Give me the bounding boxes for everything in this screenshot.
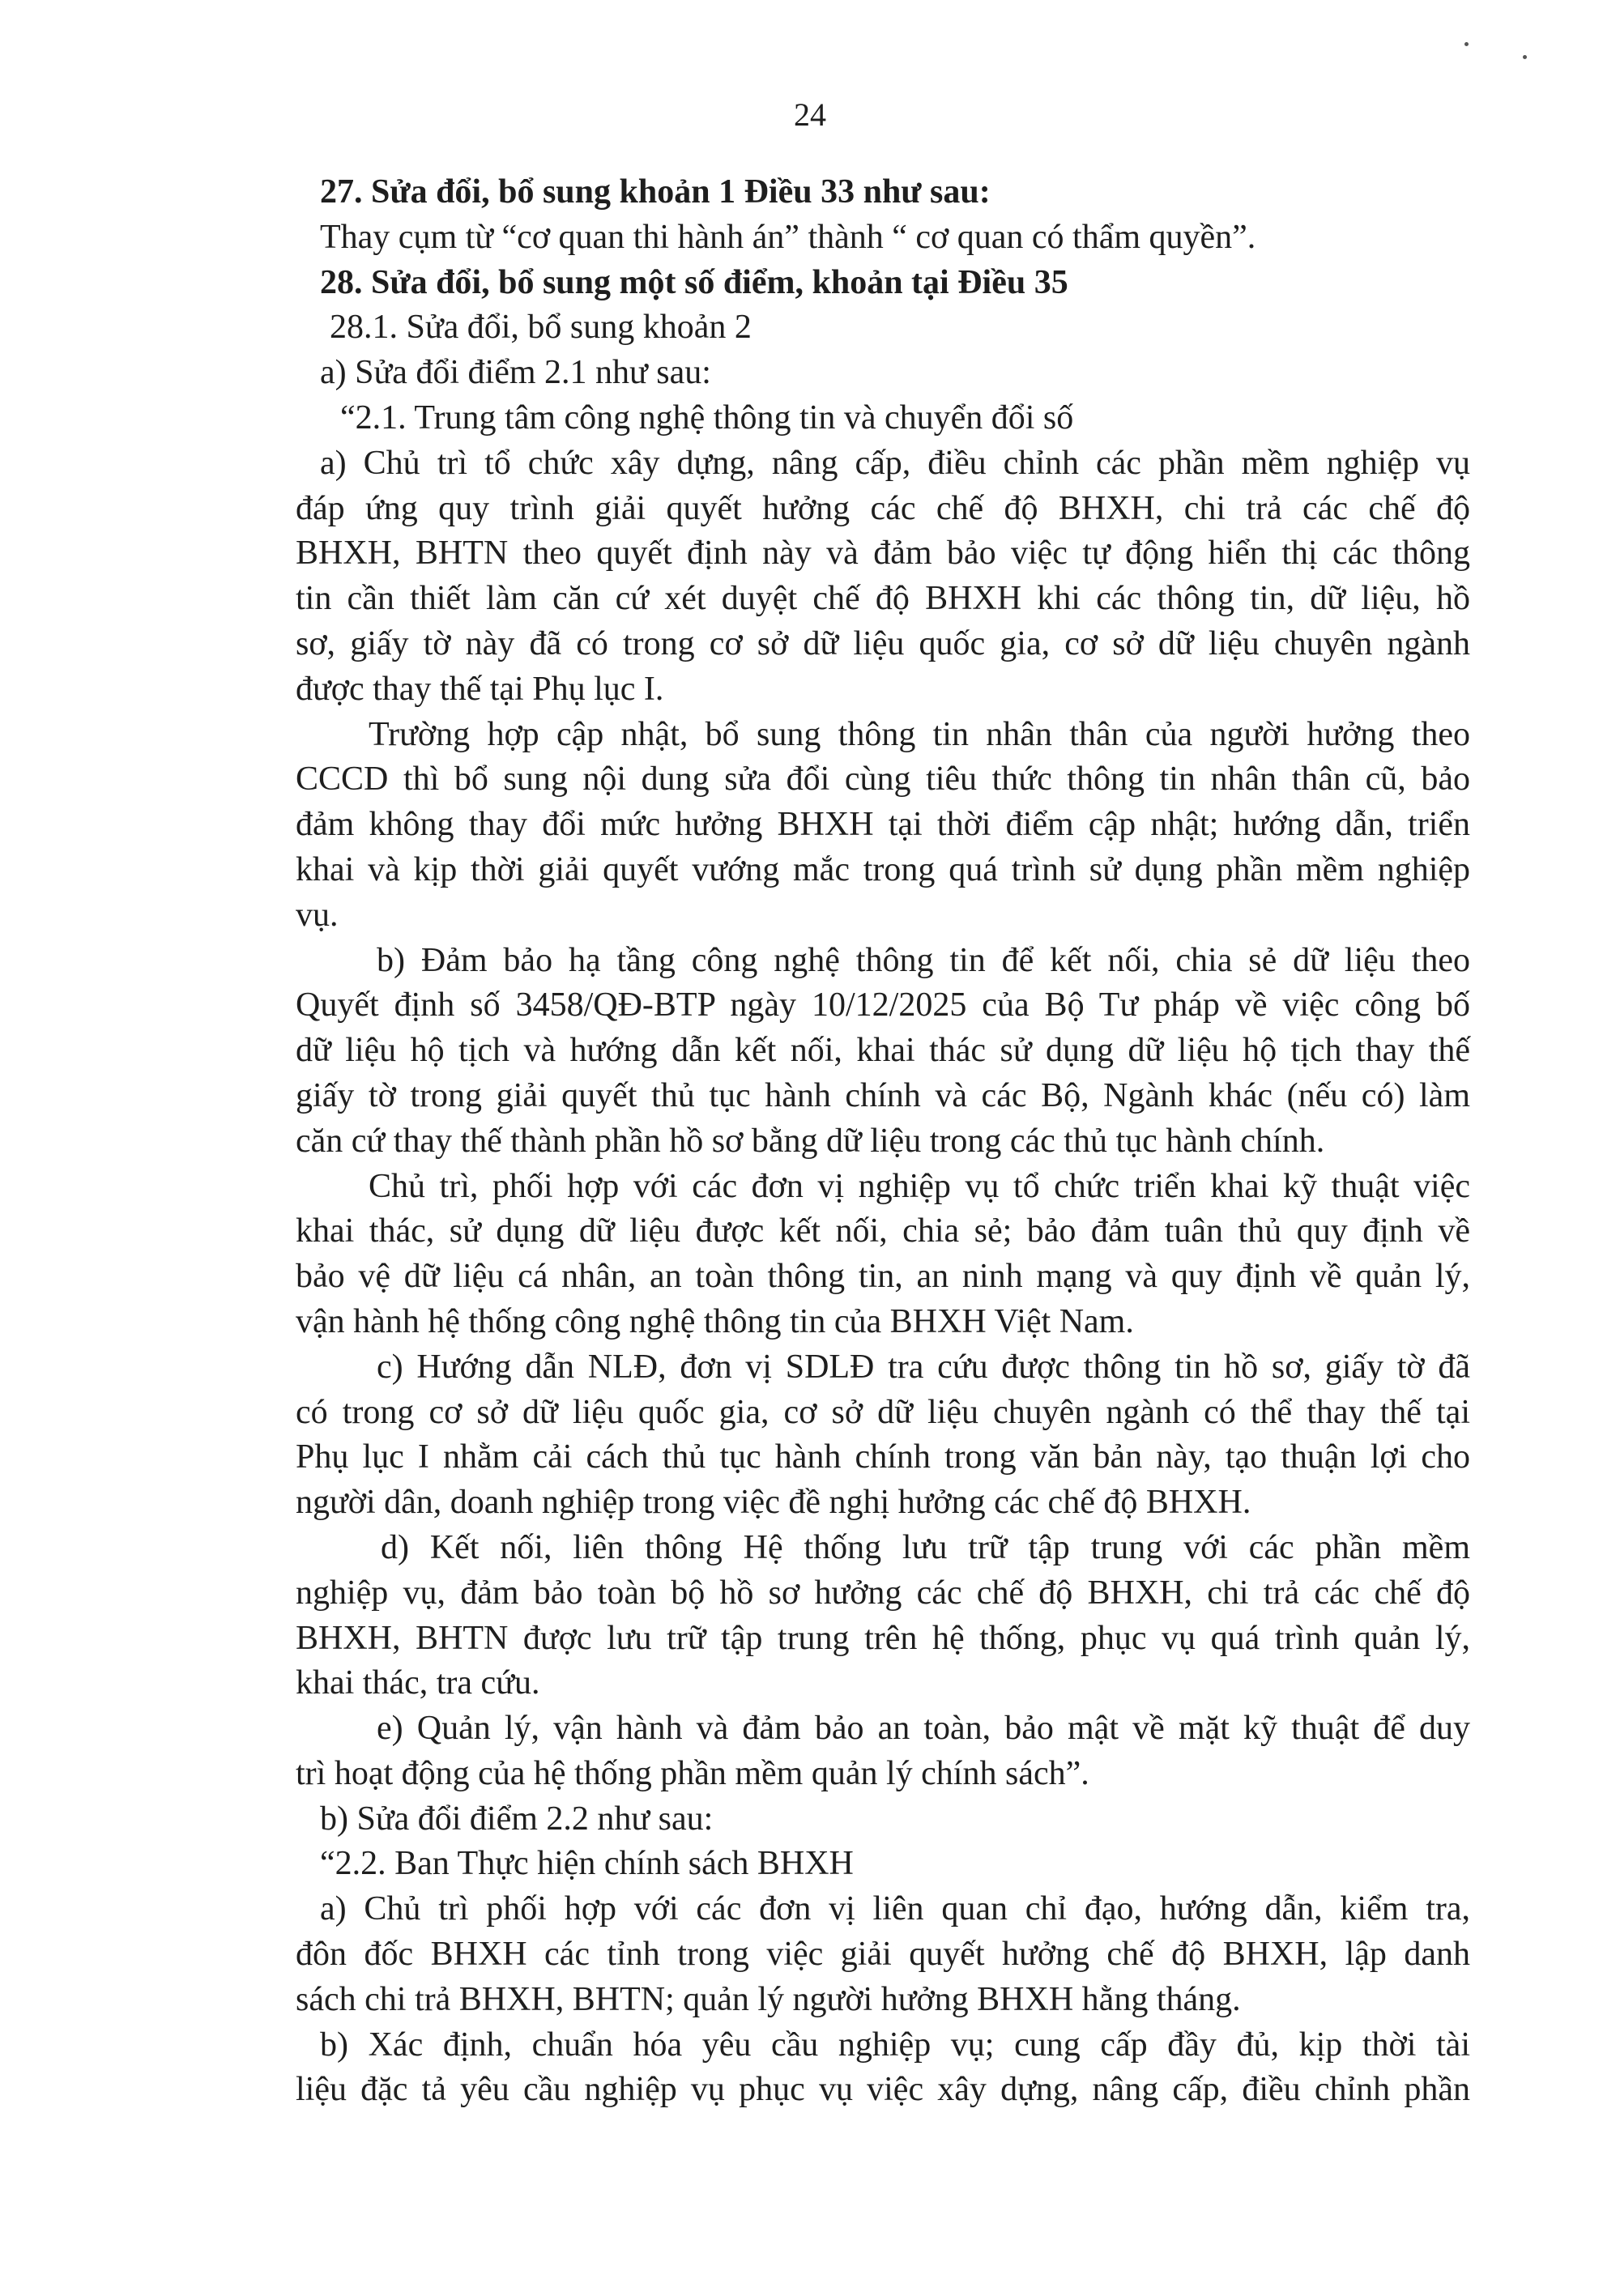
- text-line: Trường hợp cập nhật, bổ sung thông tin nhân thân của người hưởng theo: [369, 715, 1470, 753]
- point-a-intro: a) Sửa đổi điểm 2.1 như sau:: [320, 354, 711, 392]
- scan-speck: [1464, 42, 1469, 46]
- text-line: đáp ứng quy trình giải quyết hưởng các chế độ BHXH, chi trả các chế độ: [296, 489, 1470, 527]
- text-line: d) Kết nối, liên thông Hệ thống lưu trữ tập trung với các phần mềm: [381, 1528, 1470, 1566]
- heading-item-28: 28. Sửa đổi, bổ sung một số điểm, khoản tại Điều 35: [320, 263, 1068, 301]
- text-line: đảm không thay đổi mức hưởng BHXH tại thời điểm cập nhật; hướng dẫn, triển: [296, 806, 1470, 844]
- text-line: được thay thế tại Phụ lục I.: [296, 670, 664, 708]
- page-number: 24: [794, 96, 826, 133]
- text-line: khai và kịp thời giải quyết vướng mắc trong quá trình sử dụng phần mềm nghiệp: [296, 850, 1470, 888]
- text-line: khai thác, tra cứu.: [296, 1664, 540, 1702]
- text-line: bảo vệ dữ liệu cá nhân, an toàn thông tin, an ninh mạng và quy định về quản lý,: [296, 1258, 1470, 1296]
- paragraph-2-1-b: [296, 939, 1470, 1165]
- text-line: nghiệp vụ, đảm bảo toàn bộ hồ sơ hưởng các chế độ BHXH, chi trả các chế độ: [296, 1574, 1470, 1612]
- text-line: người dân, doanh nghiệp trong việc đề nghị hưởng các chế độ BHXH.: [296, 1484, 1251, 1522]
- paragraph-2-1-a: [296, 441, 1470, 713]
- paragraph-chu-tri: [296, 1165, 1470, 1345]
- section-2-2-title: “2.2. Ban Thực hiện chính sách BHXH: [320, 1845, 854, 1883]
- text-line: trì hoạt động của hệ thống phần mềm quản lý chính sách”.: [296, 1754, 1089, 1792]
- text-line: liệu đặc tả yêu cầu nghiệp vụ phục vụ việc xây dựng, nâng cấp, điều chỉnh phần: [296, 2071, 1470, 2109]
- text-line: CCCD thì bổ sung nội dung sửa đổi cùng tiêu thức thông tin nhân thân cũ, bảo: [296, 760, 1470, 799]
- text-line: BHXH, BHTN theo quyết định này và đảm bảo việc tự động hiển thị các thông: [296, 535, 1470, 573]
- text-line: b) Đảm bảo hạ tầng công nghệ thông tin để kết nối, chia sẻ dữ liệu theo: [377, 941, 1470, 979]
- text-line: a) Chủ trì tổ chức xây dựng, nâng cấp, điều chỉnh các phần mềm nghiệp vụ: [320, 444, 1470, 482]
- text-line: tin cần thiết làm căn cứ xét duyệt chế độ BHXH khi các thông tin, dữ liệu, hồ: [296, 580, 1470, 618]
- text-line: vận hành hệ thống công nghệ thông tin của BHXH Việt Nam.: [296, 1302, 1134, 1340]
- text-line: vụ.: [296, 896, 339, 934]
- text-line: sách chi trả BHXH, BHTN; quản lý người hưởng BHXH hằng tháng.: [296, 1980, 1241, 2018]
- heading-item-27: 27. Sửa đổi, bổ sung khoản 1 Điều 33 như sau:: [320, 173, 991, 211]
- text-line: Quyết định số 3458/QĐ-BTP ngày 10/12/2025 của Bộ Tư pháp về việc công bố: [296, 986, 1470, 1024]
- text-line: sơ, giấy tờ này đã có trong cơ sở dữ liệu quốc gia, cơ sở dữ liệu chuyên ngành: [296, 624, 1470, 662]
- text-line: c) Hướng dẫn NLĐ, đơn vị SDLĐ tra cứu được thông tin hồ sơ, giấy tờ đã: [377, 1348, 1470, 1386]
- text-line: có trong cơ sở dữ liệu quốc gia, cơ sở dữ liệu chuyên ngành có thể thay thế tại: [296, 1393, 1470, 1431]
- text-line: dữ liệu hộ tịch và hướng dẫn kết nối, khai thác sử dụng dữ liệu hộ tịch thay thế: [296, 1032, 1470, 1070]
- text-line: căn cứ thay thế thành phần hồ sơ bằng dữ liệu trong các thủ tục hành chính.: [296, 1122, 1325, 1160]
- sub-item-28-1: 28.1. Sửa đổi, bổ sung khoản 2: [330, 309, 752, 347]
- paragraph-2-2-a: [296, 1887, 1470, 2022]
- section-2-1-title: “2.1. Trung tâm công nghệ thông tin và chuyển đổi số: [340, 398, 1074, 437]
- text-line: Chủ trì, phối hợp với các đơn vị nghiệp vụ tổ chức triển khai kỹ thuật việc: [369, 1167, 1470, 1205]
- text-line: Phụ lục I nhằm cải cách thủ tục hành chính trong văn bản này, tạo thuận lợi cho: [296, 1438, 1470, 1476]
- point-b-intro: b) Sửa đổi điểm 2.2 như sau:: [320, 1800, 714, 1838]
- paragraph-2-1-c: [296, 1345, 1470, 1526]
- text-line: khai thác, sử dụng dữ liệu được kết nối, chia sẻ; bảo đảm tuân thủ quy định về: [296, 1212, 1470, 1250]
- text-line: e) Quản lý, vận hành và đảm bảo an toàn, bảo mật về mặt kỹ thuật để duy: [377, 1710, 1470, 1748]
- scan-speck: [1523, 55, 1527, 59]
- item-27-text: Thay cụm từ “cơ quan thi hành án” thành “ cơ quan có thẩm quyền”.: [320, 218, 1256, 256]
- text-line: BHXH, BHTN được lưu trữ tập trung trên hệ thống, phục vụ quá trình quản lý,: [296, 1619, 1470, 1657]
- text-line: đôn đốc BHXH các tỉnh trong việc giải quyết hưởng chế độ BHXH, lập danh: [296, 1936, 1470, 1974]
- document-body: [296, 170, 1470, 2113]
- text-line: a) Chủ trì phối hợp với các đơn vị liên quan chỉ đạo, hướng dẫn, kiểm tra,: [320, 1890, 1470, 1928]
- paragraph-truong-hop: [296, 713, 1470, 939]
- paragraph-2-1-e: [296, 1706, 1470, 1797]
- paragraph-2-1-d: [296, 1526, 1470, 1706]
- text-line: giấy tờ trong giải quyết thủ tục hành chính và các Bộ, Ngành khác (nếu có) làm: [296, 1076, 1470, 1114]
- text-line: b) Xác định, chuẩn hóa yêu cầu nghiệp vụ; cung cấp đầy đủ, kịp thời tài: [320, 2026, 1470, 2064]
- paragraph-2-2-b: [296, 2023, 1470, 2114]
